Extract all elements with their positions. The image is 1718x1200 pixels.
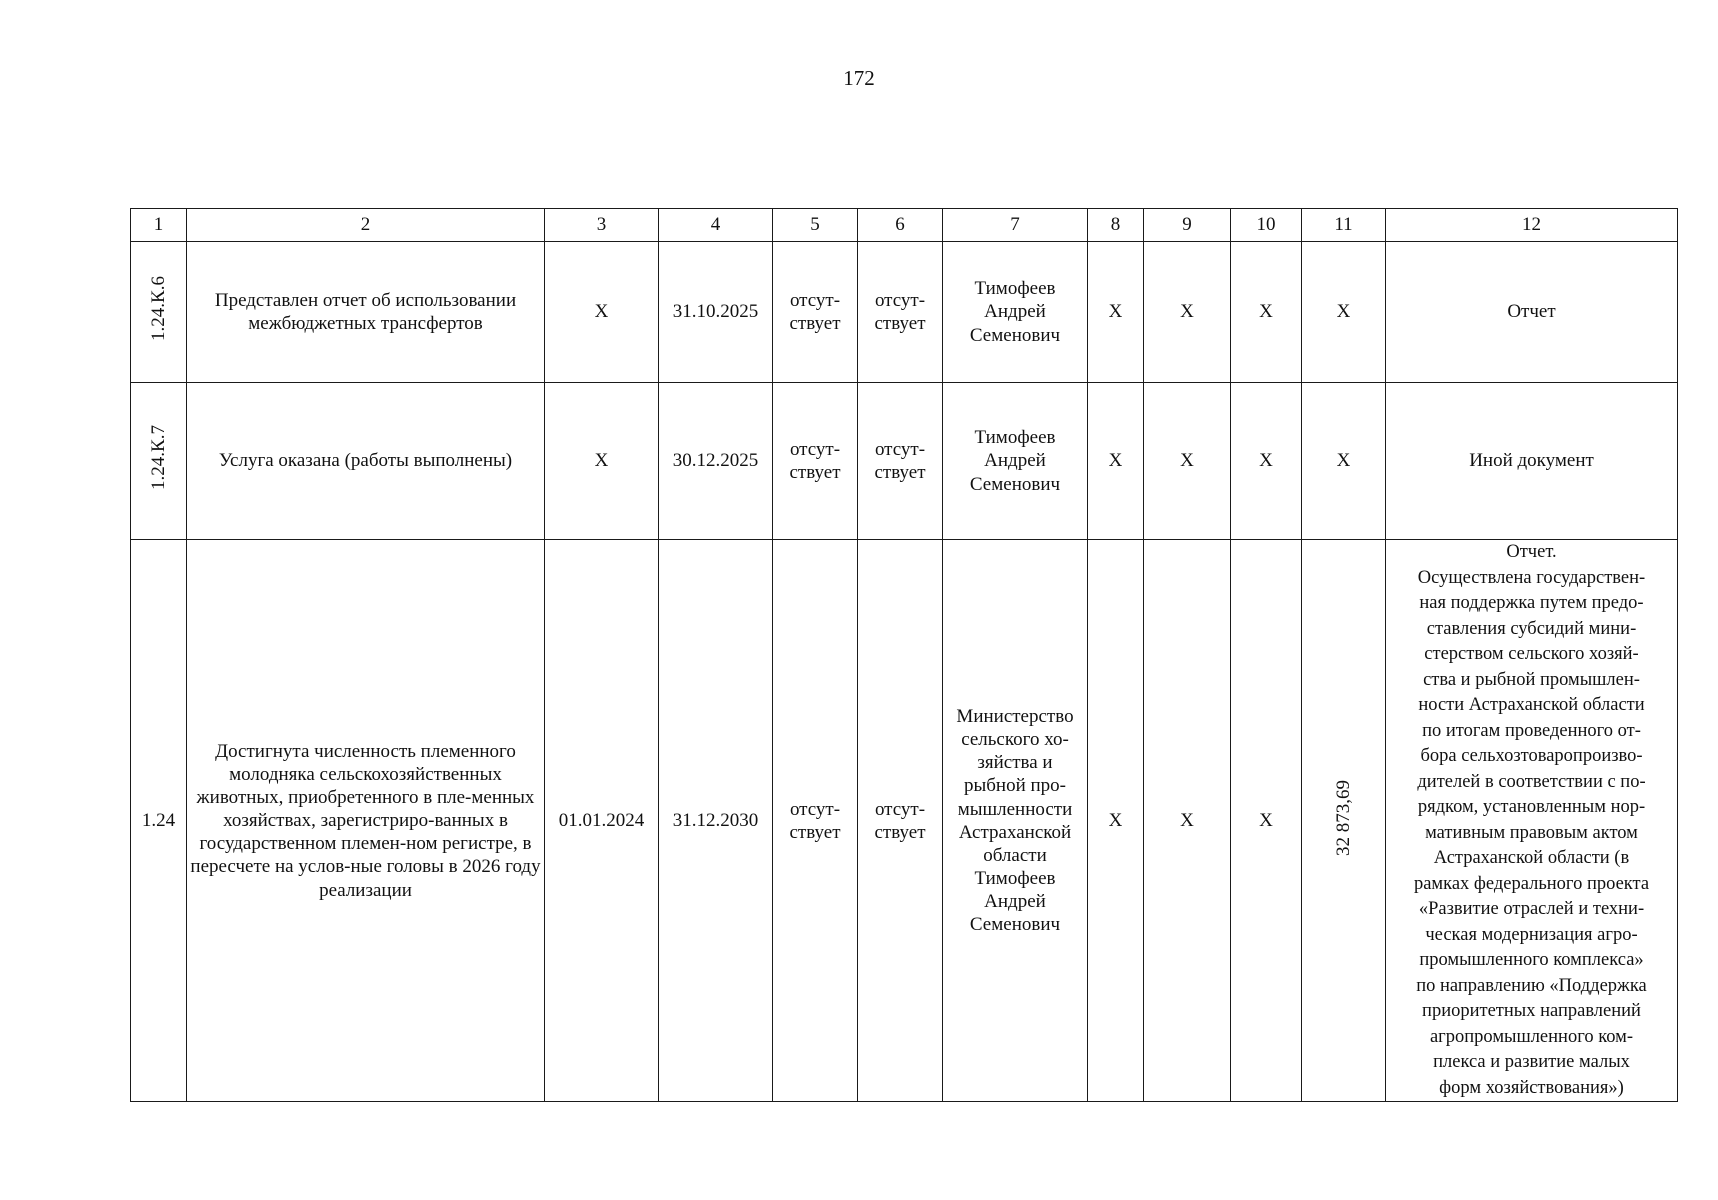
start-date-cell: X [545,242,659,383]
end-date-cell: 30.12.2025 [659,383,773,540]
responsible-cell: Тимофеев Андрей Семенович [943,242,1088,383]
table-cell: X [1088,242,1144,383]
column-header: 3 [545,209,659,242]
row-number-cell [131,383,187,540]
result-name-cell: Представлен отчет об использовании межбюджетных трансфертов [187,242,545,383]
table-cell: X [1088,383,1144,540]
table-row [131,242,1678,383]
predecessor-cell: отсут- ствует [773,242,858,383]
column-header: 7 [943,209,1088,242]
table-header-row [131,209,1678,242]
column-header: 1 [131,209,187,242]
table-cell: X [1144,242,1231,383]
table-cell: X [1302,242,1386,383]
row-number: 1.24.К.7 [147,425,169,491]
table-cell: X [1231,383,1302,540]
column-header: 12 [1386,209,1678,242]
end-date-cell: 31.10.2025 [659,242,773,383]
document-type-cell: Отчет [1386,242,1678,383]
responsible-cell: Тимофеев Андрей Семенович [943,383,1088,540]
start-date-cell: 01.01.2024 [545,540,659,1102]
table-row [131,540,1678,1102]
row-number-cell: 1.24 [131,540,187,1102]
budget-amount: 32 873,69 [1332,779,1354,856]
table-cell: X [1144,540,1231,1102]
document-description-cell: Отчет. Осуществлена государствен- ная поддержка путем предо- ставления субсидий мини- стерством сельского хозяй- ства и рыбной промышлен- ности Астраханской области по итогам проведенного от- бора сельхозтоваропроизво- дителей в соответствии с по- рядком, установленным нор- мативным правовым актом Астраханской области (в рамках федерального проекта «Развитие отраслей и техни- ческая модернизация агро- промышленного комплекса» по направлению «Поддержка приоритетных направлений агропромышленного ком- плекса и развитие малых форм хозяйствования») [1386,540,1678,1102]
table-cell: X [1231,540,1302,1102]
page-number: 172 [843,66,875,90]
column-header: 6 [858,209,943,242]
predecessor-cell: отсут- ствует [773,540,858,1102]
table-row [131,383,1678,540]
column-header: 4 [659,209,773,242]
table-cell: X [1144,383,1231,540]
column-header: 11 [1302,209,1386,242]
row-number-cell [131,242,187,383]
budget-amount-cell [1302,540,1386,1102]
column-header: 5 [773,209,858,242]
end-date-cell: 31.12.2030 [659,540,773,1102]
successor-cell: отсут- ствует [858,540,943,1102]
column-header: 8 [1088,209,1144,242]
start-date-cell: X [545,383,659,540]
table-cell: X [1302,383,1386,540]
column-header: 2 [187,209,545,242]
plan-table [130,208,1678,1102]
result-name-cell: Услуга оказана (работы выполнены) [187,383,545,540]
responsible-cell: Министерство сельского хо- зяйства и рыбной про- мышленности Астраханской области Тимофеев Андрей Семенович [943,540,1088,1102]
successor-cell: отсут- ствует [858,242,943,383]
table-cell: X [1088,540,1144,1102]
predecessor-cell: отсут- ствует [773,383,858,540]
document-type-cell: Иной документ [1386,383,1678,540]
row-number: 1.24.К.6 [147,276,169,342]
successor-cell: отсут- ствует [858,383,943,540]
table-cell: X [1231,242,1302,383]
column-header: 9 [1144,209,1231,242]
result-name-cell: Достигнута численность племенного молодняка сельскохозяйственных животных, приобретенного в пле-менных хозяйствах, зарегистриро-ванных в государственном племен-ном регистре, в пересчете на услов-ные головы в 2026 году реализации [187,540,545,1102]
column-header: 10 [1231,209,1302,242]
